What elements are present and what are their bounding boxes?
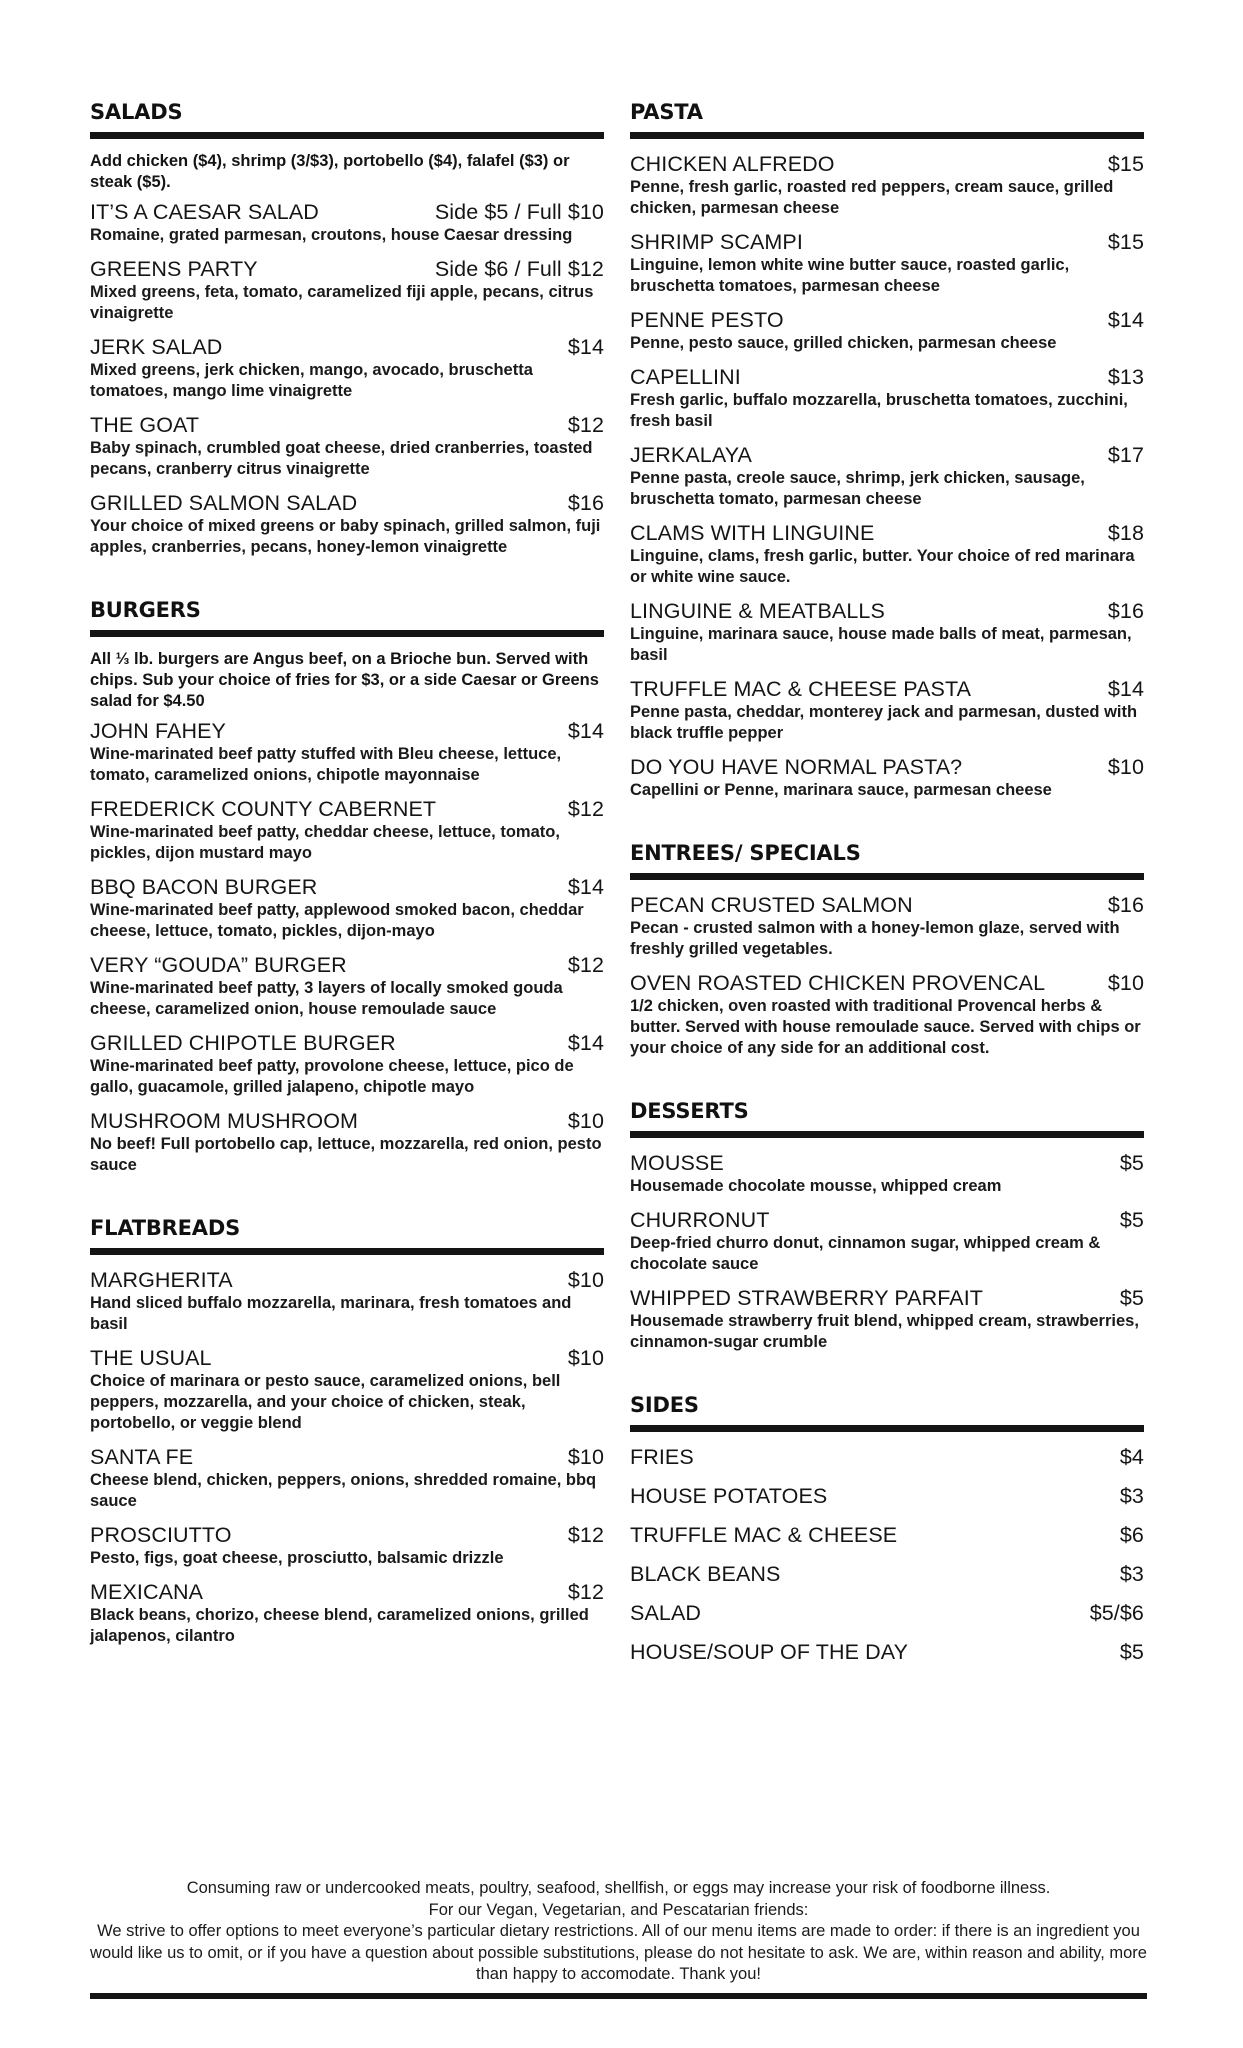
menu-item-description: Penne pasta, cheddar, monterey jack and parmesan, dusted with black truffle pepper (630, 703, 1138, 742)
menu-item-name: HOUSE/SOUP OF THE DAY (630, 1640, 909, 1664)
menu-item-price: $15 (1107, 152, 1144, 176)
menu-item-description: Linguine, marinara sauce, house made balls of meat, parmesan, basil (630, 625, 1132, 664)
menu-item-price: $5 (1119, 1151, 1144, 1175)
menu-item-header (630, 229, 1144, 255)
menu-item-price: $12 (567, 1523, 604, 1547)
menu-item-header (90, 199, 604, 225)
menu-item (90, 874, 604, 942)
menu-item-price: $12 (567, 953, 604, 977)
menu-item-description: Wine-marinated beef patty, applewood smoked bacon, cheddar cheese, lettuce, tomato, pickles, dijon-mayo (90, 901, 584, 940)
menu-item (90, 199, 604, 246)
menu-item-header (90, 1579, 604, 1605)
menu-item-name: CHURRONUT (630, 1208, 770, 1232)
menu-item (630, 1150, 1144, 1197)
menu-item-header (630, 970, 1144, 996)
menu-item-header (90, 1030, 604, 1056)
menu-item-description: Your choice of mixed greens or baby spinach, grilled salmon, fuji apples, cranberries, pecans, honey-lemon vinaigrette (90, 517, 601, 556)
menu-item (90, 1345, 604, 1434)
menu-item-description: Romaine, grated parmesan, croutons, house Caesar dressing (90, 226, 573, 244)
menu-item (90, 1444, 604, 1512)
section-title-desserts: DESSERTS (630, 1099, 1144, 1138)
menu-item-name: PECAN CRUSTED SALMON (630, 893, 913, 917)
menu-item (630, 151, 1144, 219)
menu-item-name: JERKALAYA (630, 443, 752, 467)
menu-item-description: Linguine, clams, fresh garlic, butter. Your choice of red marinara or white wine sauce. (630, 547, 1135, 586)
menu-item (630, 754, 1144, 801)
menu-item-price: $10 (567, 1445, 604, 1469)
menu-item-description: Hand sliced buffalo mozzarella, marinara, fresh tomatoes and basil (90, 1294, 572, 1333)
menu-item-header (90, 796, 604, 822)
menu-item (90, 1108, 604, 1176)
menu-item-name: SHRIMP SCAMPI (630, 230, 803, 254)
menu-item-header (90, 874, 604, 900)
menu-item-price: $14 (1107, 677, 1144, 701)
menu-section-pasta (630, 100, 1144, 801)
menu-item-price: $5/$6 (1089, 1601, 1144, 1625)
menu-item-name: JOHN FAHEY (90, 719, 226, 743)
menu-item-name: CLAMS WITH LINGUINE (630, 521, 875, 545)
menu-item (90, 1267, 604, 1335)
menu-item-header (90, 1522, 604, 1548)
menu-item-header (630, 1444, 1144, 1470)
menu-item (630, 520, 1144, 588)
menu-item (630, 1600, 1144, 1626)
menu-item-header (90, 412, 604, 438)
menu-item-name: VERY “GOUDA” BURGER (90, 953, 347, 977)
menu-item (90, 334, 604, 402)
menu-item-header (630, 520, 1144, 546)
menu-item (630, 1483, 1144, 1509)
menu-item (630, 1285, 1144, 1353)
menu-item-header (90, 256, 604, 282)
menu-item-header (90, 1267, 604, 1293)
menu-item-header (630, 1483, 1144, 1509)
menu-item-price: $15 (1107, 230, 1144, 254)
menu-item (630, 1444, 1144, 1470)
menu-item-price: $12 (567, 797, 604, 821)
menu-item-name: SANTA FE (90, 1445, 194, 1469)
menu-item-price: $12 (567, 1580, 604, 1604)
menu-item-description: Housemade chocolate mousse, whipped cream (630, 1177, 1002, 1195)
menu-item (630, 442, 1144, 510)
menu-item-price: $13 (1107, 365, 1144, 389)
menu-item-name: THE GOAT (90, 413, 200, 437)
menu-item-name: SALAD (630, 1601, 702, 1625)
menu-section-sides (630, 1393, 1144, 1665)
menu-item-header (630, 676, 1144, 702)
menu-item-header (90, 718, 604, 744)
menu-item-price: $16 (1107, 893, 1144, 917)
menu-item-header (630, 1561, 1144, 1587)
menu-item-name: TRUFFLE MAC & CHEESE PASTA (630, 677, 972, 701)
menu-item (90, 490, 604, 558)
menu-item-price: Side $6 / Full $12 (434, 257, 604, 281)
menu-item-price: Side $5 / Full $10 (434, 200, 604, 224)
menu-item-description: Wine-marinated beef patty, cheddar cheese, lettuce, tomato, pickles, dijon mustard mayo (90, 823, 560, 862)
menu-item-price: $16 (567, 491, 604, 515)
menu-item-description: Wine-marinated beef patty stuffed with Bleu cheese, lettuce, tomato, caramelized onions, chipotle mayonnaise (90, 745, 562, 784)
menu-item-description: Wine-marinated beef patty, 3 layers of locally smoked gouda cheese, caramelized onion, house remoulade sauce (90, 979, 563, 1018)
menu-item (90, 1030, 604, 1098)
menu-item (90, 718, 604, 786)
menu-item-description: Fresh garlic, buffalo mozzarella, bruschetta tomatoes, zucchini, fresh basil (630, 391, 1128, 430)
menu-item-name: JERK SALAD (90, 335, 223, 359)
menu-item-header (630, 1207, 1144, 1233)
menu-item-header (630, 1522, 1144, 1548)
menu-item-header (630, 1285, 1144, 1311)
menu-item-price: $14 (567, 875, 604, 899)
menu-item-header (90, 952, 604, 978)
menu-item-name: GRILLED SALMON SALAD (90, 491, 358, 515)
menu-item-name: PENNE PESTO (630, 308, 784, 332)
menu-item-description: Penne pasta, creole sauce, shrimp, jerk chicken, sausage, bruschetta tomato, parmesan cheese (630, 469, 1085, 508)
menu-item (630, 1207, 1144, 1275)
menu-item-header (630, 151, 1144, 177)
menu-section-salads (90, 100, 604, 558)
menu-item-price: $6 (1119, 1523, 1144, 1547)
menu-item-price: $10 (1107, 755, 1144, 779)
menu-item (630, 364, 1144, 432)
menu-item-header (90, 334, 604, 360)
menu-item-description: No beef! Full portobello cap, lettuce, mozzarella, red onion, pesto sauce (90, 1135, 602, 1174)
menu-item (630, 970, 1144, 1059)
menu-item-price: $14 (567, 1031, 604, 1055)
menu-item-name: TRUFFLE MAC & CHEESE (630, 1523, 898, 1547)
menu-item-name: OVEN ROASTED CHICKEN PROVENCAL (630, 971, 1046, 995)
menu-item-header (90, 1444, 604, 1470)
menu-item-description: Linguine, lemon white wine butter sauce, roasted garlic, bruschetta tomatoes, parmesan cheese (630, 256, 1070, 295)
menu-item-price: $14 (567, 719, 604, 743)
menu-item (630, 1639, 1144, 1665)
menu-item (630, 1522, 1144, 1548)
menu-item-description: Pecan - crusted salmon with a honey-lemon glaze, served with freshly grilled vegetables. (630, 919, 1120, 958)
menu-item-description: Penne, pesto sauce, grilled chicken, parmesan cheese (630, 334, 1057, 352)
menu-item-name: BBQ BACON BURGER (90, 875, 318, 899)
menu-item-price: $14 (567, 335, 604, 359)
menu-item-header (90, 490, 604, 516)
section-intro-salads: Add chicken ($4), shrimp (3/$3), portobello ($4), falafel ($3) or steak ($5). (90, 152, 570, 191)
menu-item-name: THE USUAL (90, 1346, 212, 1370)
menu-item-header (630, 598, 1144, 624)
menu-item-description: Choice of marinara or pesto sauce, caramelized onions, bell peppers, mozzarella, and your choice of chicken, steak, portobello, or veggie blend (90, 1372, 561, 1432)
menu-item-header (630, 1150, 1144, 1176)
menu-footer-notice (90, 1878, 1147, 1999)
menu-item (630, 229, 1144, 297)
menu-item-header (90, 1108, 604, 1134)
menu-section-entrees (630, 841, 1144, 1059)
menu-item-price: $3 (1119, 1484, 1144, 1508)
menu-item-header (630, 307, 1144, 333)
menu-item-header (630, 442, 1144, 468)
menu-item-name: BLACK BEANS (630, 1562, 781, 1586)
menu-item-price: $12 (567, 413, 604, 437)
menu-item-description: Mixed greens, feta, tomato, caramelized fiji apple, pecans, citrus vinaigrette (90, 283, 594, 322)
dietary-friends-heading: For our Vegan, Vegetarian, and Pescatarian friends: (428, 1900, 809, 1919)
menu-item-name: WHIPPED STRAWBERRY PARFAIT (630, 1286, 984, 1310)
menu-section-burgers (90, 598, 604, 1176)
menu-item-name: MEXICANA (90, 1580, 204, 1604)
menu-item-header (630, 1600, 1144, 1626)
menu-item-name: GRILLED CHIPOTLE BURGER (90, 1031, 396, 1055)
menu-item-name: HOUSE POTATOES (630, 1484, 828, 1508)
menu-item-header (630, 892, 1144, 918)
menu-item-price: $3 (1119, 1562, 1144, 1586)
menu-item (90, 1579, 604, 1647)
menu-item-price: $10 (1107, 971, 1144, 995)
menu-item-header (630, 364, 1144, 390)
menu-item-name: MUSHROOM MUSHROOM (90, 1109, 359, 1133)
menu-item-description: Mixed greens, jerk chicken, mango, avocado, bruschetta tomatoes, mango lime vinaigrette (90, 361, 533, 400)
left-menu-column (90, 100, 604, 1687)
menu-item-price: $4 (1119, 1445, 1144, 1469)
menu-item-price: $17 (1107, 443, 1144, 467)
menu-item-price: $18 (1107, 521, 1144, 545)
menu-item-description: Pesto, figs, goat cheese, prosciutto, balsamic drizzle (90, 1549, 504, 1567)
menu-item-price: $5 (1119, 1640, 1144, 1664)
menu-item-name: GREENS PARTY (90, 257, 258, 281)
menu-item (90, 256, 604, 324)
menu-item-description: Wine-marinated beef patty, provolone cheese, lettuce, pico de gallo, guacamole, grilled jalapeno, chipotle mayo (90, 1057, 574, 1096)
right-menu-column (630, 100, 1144, 1705)
menu-item-name: CAPELLINI (630, 365, 741, 389)
menu-item-name: LINGUINE & MEATBALLS (630, 599, 885, 623)
menu-item-price: $5 (1119, 1286, 1144, 1310)
menu-item-price: $10 (567, 1268, 604, 1292)
menu-item-name: MOUSSE (630, 1151, 724, 1175)
menu-item (630, 1561, 1144, 1587)
menu-section-desserts (630, 1099, 1144, 1353)
menu-item-description: Baby spinach, crumbled goat cheese, dried cranberries, toasted pecans, cranberry citrus vinaigrette (90, 439, 593, 478)
menu-item-price: $16 (1107, 599, 1144, 623)
section-intro-burgers: All ⅓ lb. burgers are Angus beef, on a Brioche bun. Served with chips. Sub your choice of fries for $3, or a side Caesar or Greens salad for $4.50 (90, 650, 599, 710)
menu-item (630, 676, 1144, 744)
menu-item-header (630, 754, 1144, 780)
menu-item-description: 1/2 chicken, oven roasted with traditional Provencal herbs & butter. Served with house remoulade sauce. Served with chips or your choice of any side for an additional cost. (630, 997, 1141, 1057)
dietary-restrictions-note: We strive to offer options to meet everyone’s particular dietary restrictions. All of our menu items are made to order: if there is an ingredient you would like us to omit, or if you have a question about possible substitutions, please do not hesitate to ask. We are, within reason and ability, more than happy to accomodate. Thank you! (90, 1922, 1147, 1983)
section-title-flatbreads: FLATBREADS (90, 1216, 604, 1255)
menu-item-price: $10 (567, 1346, 604, 1370)
menu-item-description: Black beans, chorizo, cheese blend, caramelized onions, grilled jalapenos, cilantro (90, 1606, 589, 1645)
menu-item (90, 952, 604, 1020)
menu-item-name: FREDERICK COUNTY CABERNET (90, 797, 437, 821)
menu-item-name: MARGHERITA (90, 1268, 233, 1292)
menu-item-description: Housemade strawberry fruit blend, whipped cream, strawberries, cinnamon-sugar crumble (630, 1312, 1139, 1351)
menu-item-name: FRIES (630, 1445, 694, 1469)
section-title-burgers: BURGERS (90, 598, 604, 637)
menu-item (90, 1522, 604, 1569)
menu-item-price: $10 (567, 1109, 604, 1133)
menu-item-name: DO YOU HAVE NORMAL PASTA? (630, 755, 963, 779)
menu-item-name: CHICKEN ALFREDO (630, 152, 835, 176)
menu-item-name: IT’S A CAESAR SALAD (90, 200, 319, 224)
menu-item-description: Deep-fried churro donut, cinnamon sugar, whipped cream & chocolate sauce (630, 1234, 1101, 1273)
foodborne-illness-warning: Consuming raw or undercooked meats, poultry, seafood, shellfish, or eggs may increase your risk of foodborne illness. (186, 1879, 1051, 1897)
section-title-sides: SIDES (630, 1393, 1144, 1432)
menu-section-flatbreads (90, 1216, 604, 1647)
menu-item-description: Capellini or Penne, marinara sauce, parmesan cheese (630, 781, 1052, 799)
menu-item (630, 598, 1144, 666)
menu-item-description: Cheese blend, chicken, peppers, onions, shredded romaine, bbq sauce (90, 1471, 597, 1510)
menu-item (90, 412, 604, 480)
menu-item-name: PROSCIUTTO (90, 1523, 232, 1547)
menu-item-header (630, 1639, 1144, 1665)
menu-item (630, 307, 1144, 354)
menu-item-price: $5 (1119, 1208, 1144, 1232)
menu-item-description: Penne, fresh garlic, roasted red peppers, cream sauce, grilled chicken, parmesan cheese (630, 178, 1114, 217)
menu-item-header (90, 1345, 604, 1371)
menu-item (90, 796, 604, 864)
section-title-entrees: ENTREES/ SPECIALS (630, 841, 1144, 880)
menu-item-price: $14 (1107, 308, 1144, 332)
section-title-salads: SALADS (90, 100, 604, 139)
menu-item (630, 892, 1144, 960)
section-title-pasta: PASTA (630, 100, 1144, 139)
